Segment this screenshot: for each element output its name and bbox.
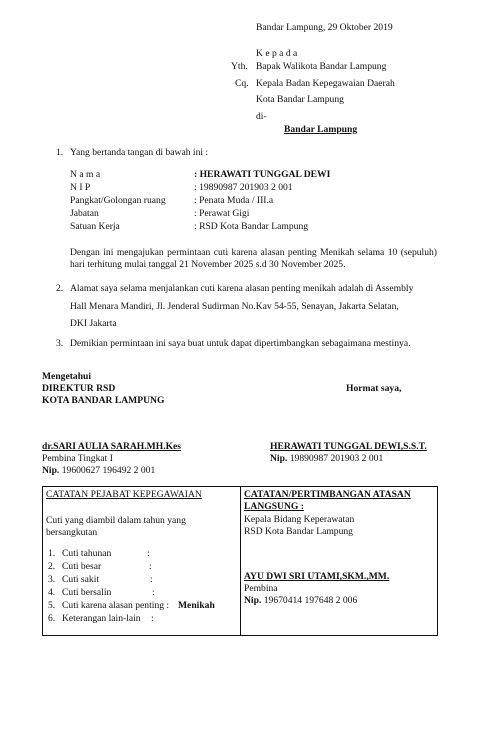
kepada-label: K e p a d a — [256, 48, 298, 59]
yth-label: Yth. — [231, 61, 248, 72]
supervisor-name: AYU DWI SRI UTAMI,SKM.,MM. — [244, 571, 390, 582]
leave-item-number: 5. — [48, 600, 56, 611]
item3-text: Demikian permintaan ini saya buat untuk dapat dipertimbangkan sebagaimana mestinya. — [70, 338, 411, 349]
item1-number: 1. — [56, 147, 64, 158]
field-value: : HERAWATI TUNGGAL DEWI — [194, 169, 331, 180]
di-label: di- — [256, 111, 267, 122]
applicant-name: HERAWATI TUNGGAL DEWI,S.S.T. — [270, 441, 427, 452]
cq-label: Cq. — [235, 78, 249, 89]
nip-label: Nip. — [244, 595, 262, 606]
leave-item-label: Cuti bersalin — [62, 587, 112, 598]
item2-line3: DKI Jakarta — [70, 318, 117, 329]
cq-recipient-line2: Kota Bandar Lampung — [256, 94, 344, 105]
leave-item-keterangan — [48, 613, 238, 625]
leave-item-colon: : — [152, 587, 155, 598]
leave-item-colon: : — [149, 561, 152, 572]
supervisor-rank: Pembina — [244, 583, 278, 594]
mengetahui-label: Mengetahui — [42, 371, 92, 382]
direktur-title-line2: KOTA BANDAR LAMPUNG — [42, 395, 165, 406]
nip-label: Nip. — [270, 453, 288, 464]
left-box-desc-line2: bersangkutan — [46, 527, 98, 538]
nip-label: Nip. — [42, 465, 60, 476]
cq-recipient-line1: Kepala Badan Kepegawaian Daerah — [256, 78, 395, 89]
nip-value: 19670414 197648 2 006 — [261, 595, 358, 606]
field-label: Satuan Kerja — [70, 221, 120, 232]
leave-item-number: 2. — [48, 561, 56, 572]
right-box-position-line2: RSD Kota Bandar Lampung — [244, 526, 353, 537]
field-row-nama — [70, 169, 450, 181]
nip-value: 19890987 201903 2 001 — [287, 453, 384, 464]
field-row-pangkat — [70, 195, 450, 207]
applicant-nip — [270, 453, 383, 465]
leave-item-alasan-penting — [48, 600, 238, 612]
field-label: N a m a — [70, 169, 101, 180]
item2-line1: Alamat saya selama menjalankan cuti karena alasan penting menikah adalah di Assembly — [70, 283, 414, 294]
director-rank: Pembina Tingkat I — [42, 453, 113, 464]
leave-item-colon: : — [151, 613, 154, 624]
item3-number: 3. — [56, 338, 64, 349]
right-box-title-line2: LANGSUNG : — [244, 501, 304, 512]
leave-item-colon: : — [147, 548, 150, 559]
leave-item-number: 3. — [48, 574, 56, 585]
right-box-title-line1: CATATAN/PERTIMBANGAN ATASAN — [244, 489, 411, 500]
leave-item-tahunan — [48, 548, 238, 560]
field-label: Pangkat/Golongan ruang — [70, 195, 166, 206]
field-value: : Perawat Gigi — [194, 208, 250, 219]
left-box-desc-line1: Cuti yang diambil dalam tahun yang — [46, 515, 186, 526]
leave-item-number: 1. — [48, 548, 56, 559]
field-label: Jabatan — [70, 208, 99, 219]
leave-item-colon: : — [150, 574, 153, 585]
hormat-saya-label: Hormat saya, — [346, 383, 402, 394]
notes-box-divider — [240, 486, 241, 636]
leave-item-label: Keterangan lain-lain — [62, 613, 141, 624]
leave-item-besar — [48, 561, 238, 573]
direktur-title-line1: DIREKTUR RSD — [42, 383, 116, 394]
item2-number: 2. — [56, 283, 64, 294]
director-nip — [42, 465, 155, 477]
field-value: : 19890987 201903 2 001 — [194, 182, 293, 193]
leave-item-sakit — [48, 574, 238, 586]
leave-item-label: Cuti sakit — [62, 574, 100, 585]
yth-recipient: Bapak Walikota Bandar Lampung — [256, 61, 387, 72]
leave-item-label: Cuti tahunan — [62, 548, 112, 559]
item1-intro: Yang bertanda tangan di bawah ini : — [70, 147, 209, 158]
field-row-satuan-kerja — [70, 221, 450, 233]
supervisor-nip — [244, 595, 357, 607]
place-date: Bandar Lampung, 29 Oktober 2019 — [256, 22, 393, 33]
field-label: N I P — [70, 182, 91, 193]
leave-item-value: Menikah — [178, 600, 215, 611]
leave-item-bersalin — [48, 587, 238, 599]
item1-paragraph: Dengan ini mengajukan permintaan cuti karena alasan penting Menikah selama 10 (sepuluh) hari terhitung mulai tanggal 21 November 2025 s.d 30 November 2025. — [70, 247, 437, 270]
field-row-nip — [70, 182, 450, 194]
leave-item-number: 6. — [48, 613, 56, 624]
right-box-position-line1: Kepala Bidang Keperawatan — [244, 514, 355, 525]
leave-item-label: Cuti karena alasan penting : — [62, 600, 170, 611]
field-value: : RSD Kota Bandar Lampung — [194, 221, 309, 232]
field-row-jabatan — [70, 208, 450, 220]
director-name: dr.SARI AULIA SARAH.MH.Kes — [42, 441, 182, 452]
leave-item-label: Cuti besar — [62, 561, 102, 572]
leave-item-number: 4. — [48, 587, 56, 598]
nip-value: 19600627 196492 2 001 — [59, 465, 156, 476]
item2-line2: Hall Menara Mandiri, Jl. Jenderal Sudirman No.Kav 54-55, Senayan, Jakarta Selatan, — [70, 301, 399, 312]
left-box-title: CATATAN PEJABAT KEPEGAWAIAN — [46, 489, 202, 500]
recipient-city: Bandar Lampung — [284, 124, 358, 135]
field-value: : Penata Muda / III.a — [194, 195, 274, 206]
